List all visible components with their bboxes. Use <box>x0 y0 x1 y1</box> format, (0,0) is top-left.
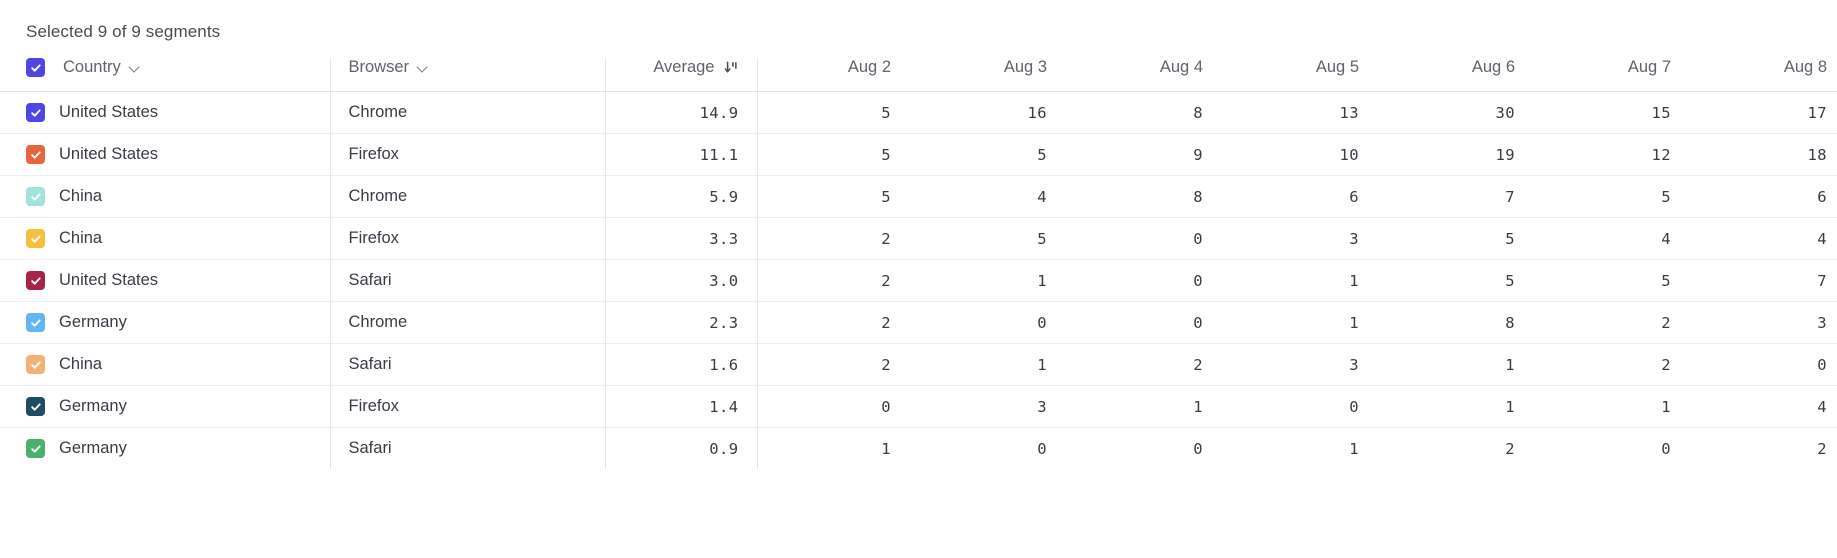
table-row[interactable] <box>0 176 1837 218</box>
cell-day-2: 0 <box>1069 260 1225 302</box>
column-header-average-label: Average <box>653 58 715 76</box>
cell-day-4: 19 <box>1381 134 1537 176</box>
select-all-checkbox[interactable] <box>26 58 45 77</box>
cell-day-4: 5 <box>1381 260 1537 302</box>
cell-day-2: 0 <box>1069 302 1225 344</box>
cell-average: 2.3 <box>605 302 757 344</box>
cell-day-4: 1 <box>1381 344 1537 386</box>
cell-day-0: 2 <box>757 260 913 302</box>
cell-day-2: 8 <box>1069 176 1225 218</box>
cell-day-3: 1 <box>1225 428 1381 470</box>
column-header-average[interactable] <box>605 58 757 92</box>
cell-browser: Firefox <box>330 386 605 428</box>
cell-average: 1.6 <box>605 344 757 386</box>
row-country-label: United States <box>59 145 159 163</box>
cell-day-6: 3 <box>1693 302 1837 344</box>
cell-day-3: 1 <box>1225 260 1381 302</box>
row-country-label: Germany <box>59 397 127 415</box>
cell-average: 1.4 <box>605 386 757 428</box>
cell-day-2: 0 <box>1069 218 1225 260</box>
cell-day-2: 8 <box>1069 92 1225 134</box>
cell-day-4: 5 <box>1381 218 1537 260</box>
cell-country <box>0 344 330 386</box>
cell-day-1: 1 <box>913 344 1069 386</box>
cell-day-4: 8 <box>1381 302 1537 344</box>
cell-day-3: 0 <box>1225 386 1381 428</box>
cell-average: 14.9 <box>605 92 757 134</box>
cell-day-0: 5 <box>757 92 913 134</box>
cell-day-3: 3 <box>1225 218 1381 260</box>
cell-country <box>0 428 330 470</box>
segments-table <box>0 58 1837 469</box>
cell-day-2: 2 <box>1069 344 1225 386</box>
table-row[interactable] <box>0 428 1837 470</box>
row-checkbox[interactable] <box>26 439 45 458</box>
cell-day-4: 1 <box>1381 386 1537 428</box>
cell-day-5: 15 <box>1537 92 1693 134</box>
row-checkbox[interactable] <box>26 145 45 164</box>
cell-day-3: 10 <box>1225 134 1381 176</box>
cell-day-0: 5 <box>757 176 913 218</box>
table-row[interactable] <box>0 260 1837 302</box>
row-country-label: China <box>59 229 103 247</box>
sort-descending-icon[interactable] <box>724 60 739 75</box>
column-header-day-4[interactable]: Aug 6 <box>1381 58 1537 92</box>
cell-day-6: 4 <box>1693 386 1837 428</box>
cell-day-4: 2 <box>1381 428 1537 470</box>
cell-day-6: 17 <box>1693 92 1837 134</box>
table-row[interactable] <box>0 302 1837 344</box>
table-row[interactable] <box>0 386 1837 428</box>
chevron-down-icon[interactable] <box>418 62 429 73</box>
column-header-browser[interactable] <box>330 58 605 92</box>
cell-country <box>0 92 330 134</box>
row-checkbox[interactable] <box>26 355 45 374</box>
cell-day-1: 1 <box>913 260 1069 302</box>
cell-country <box>0 176 330 218</box>
column-header-day-0[interactable]: Aug 2 <box>757 58 913 92</box>
cell-country <box>0 386 330 428</box>
row-checkbox[interactable] <box>26 229 45 248</box>
column-header-browser-label: Browser <box>348 58 410 76</box>
row-country-label: Germany <box>59 313 127 331</box>
cell-day-1: 5 <box>913 218 1069 260</box>
cell-day-0: 1 <box>757 428 913 470</box>
cell-day-0: 2 <box>757 218 913 260</box>
cell-country <box>0 134 330 176</box>
cell-browser: Chrome <box>330 92 605 134</box>
cell-day-6: 4 <box>1693 218 1837 260</box>
cell-day-2: 9 <box>1069 134 1225 176</box>
cell-day-1: 0 <box>913 302 1069 344</box>
cell-day-6: 2 <box>1693 428 1837 470</box>
row-checkbox[interactable] <box>26 271 45 290</box>
cell-day-4: 30 <box>1381 92 1537 134</box>
column-header-day-6[interactable]: Aug 8 <box>1693 58 1837 92</box>
cell-day-0: 5 <box>757 134 913 176</box>
cell-country <box>0 218 330 260</box>
cell-day-5: 1 <box>1537 386 1693 428</box>
cell-day-0: 0 <box>757 386 913 428</box>
cell-day-1: 16 <box>913 92 1069 134</box>
cell-day-5: 2 <box>1537 344 1693 386</box>
cell-average: 11.1 <box>605 134 757 176</box>
cell-country <box>0 302 330 344</box>
cell-day-2: 0 <box>1069 428 1225 470</box>
cell-day-6: 7 <box>1693 260 1837 302</box>
row-country-label: China <box>59 355 103 373</box>
row-checkbox[interactable] <box>26 187 45 206</box>
cell-day-1: 5 <box>913 134 1069 176</box>
column-header-country-label: Country <box>63 58 121 76</box>
cell-average: 5.9 <box>605 176 757 218</box>
cell-browser: Safari <box>330 344 605 386</box>
chevron-down-icon[interactable] <box>130 62 141 73</box>
table-row[interactable] <box>0 92 1837 134</box>
cell-day-5: 2 <box>1537 302 1693 344</box>
row-country-label: China <box>59 187 103 205</box>
row-checkbox[interactable] <box>26 313 45 332</box>
cell-country <box>0 260 330 302</box>
table-header <box>0 58 1837 92</box>
cell-day-5: 4 <box>1537 218 1693 260</box>
cell-day-5: 0 <box>1537 428 1693 470</box>
cell-browser: Chrome <box>330 302 605 344</box>
column-header-country[interactable] <box>0 58 330 92</box>
selection-status-text: Selected 9 of 9 segments <box>26 22 221 41</box>
row-checkbox[interactable] <box>26 103 45 122</box>
row-country-label: United States <box>59 271 159 289</box>
cell-day-3: 6 <box>1225 176 1381 218</box>
cell-browser: Firefox <box>330 134 605 176</box>
cell-browser: Chrome <box>330 176 605 218</box>
row-country-label: Germany <box>59 439 127 457</box>
cell-day-0: 2 <box>757 302 913 344</box>
table-row[interactable] <box>0 218 1837 260</box>
column-header-day-2[interactable]: Aug 4 <box>1069 58 1225 92</box>
cell-day-3: 1 <box>1225 302 1381 344</box>
header-row <box>0 58 1837 92</box>
row-checkbox[interactable] <box>26 397 45 416</box>
table-row[interactable] <box>0 134 1837 176</box>
cell-day-5: 5 <box>1537 176 1693 218</box>
column-header-day-1[interactable]: Aug 3 <box>913 58 1069 92</box>
cell-day-6: 0 <box>1693 344 1837 386</box>
cell-browser: Safari <box>330 428 605 470</box>
cell-browser: Safari <box>330 260 605 302</box>
row-country-label: United States <box>59 103 159 121</box>
cell-day-5: 5 <box>1537 260 1693 302</box>
cell-day-2: 1 <box>1069 386 1225 428</box>
column-header-day-5[interactable]: Aug 7 <box>1537 58 1693 92</box>
cell-day-1: 4 <box>913 176 1069 218</box>
cell-day-4: 7 <box>1381 176 1537 218</box>
cell-average: 3.3 <box>605 218 757 260</box>
cell-day-1: 0 <box>913 428 1069 470</box>
cell-browser: Firefox <box>330 218 605 260</box>
cell-average: 0.9 <box>605 428 757 470</box>
table-row[interactable] <box>0 344 1837 386</box>
cell-day-3: 3 <box>1225 344 1381 386</box>
table-body <box>0 92 1837 470</box>
cell-day-5: 12 <box>1537 134 1693 176</box>
column-header-day-3[interactable]: Aug 5 <box>1225 58 1381 92</box>
cell-day-3: 13 <box>1225 92 1381 134</box>
cell-day-6: 6 <box>1693 176 1837 218</box>
cell-day-6: 18 <box>1693 134 1837 176</box>
cell-average: 3.0 <box>605 260 757 302</box>
cell-day-0: 2 <box>757 344 913 386</box>
cell-day-1: 3 <box>913 386 1069 428</box>
